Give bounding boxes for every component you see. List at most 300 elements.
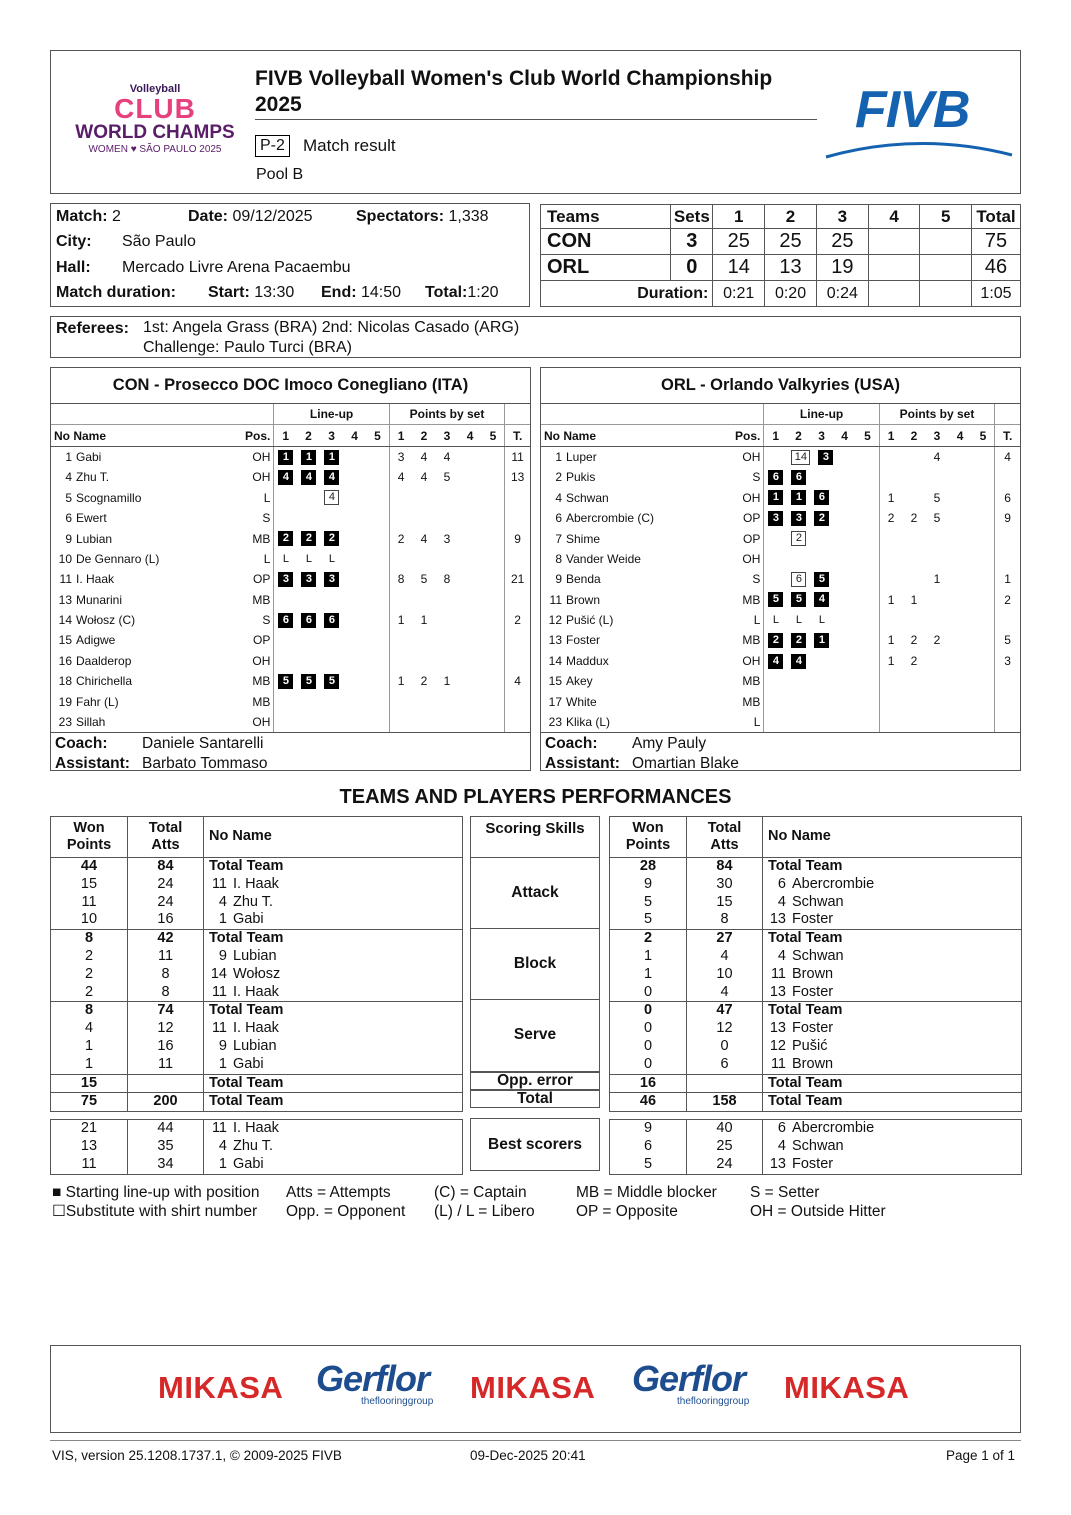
city: São Paulo (122, 233, 196, 250)
set-points: 5 (420, 572, 428, 587)
set-points (459, 671, 482, 691)
total-atts: 10 (687, 966, 763, 984)
player-position: MB (742, 694, 761, 709)
player-total: 4 (995, 446, 1020, 467)
set-points (389, 549, 412, 569)
start-time: 13:30 (254, 284, 295, 301)
player-total (505, 630, 530, 650)
set-points (482, 651, 505, 671)
player-number: 2 (555, 470, 562, 485)
match-date: 09/12/2025 (232, 208, 313, 225)
set-points (972, 528, 995, 548)
player-number: 6 (65, 511, 72, 526)
skill-label: Attack (470, 858, 600, 929)
set-points (459, 691, 482, 711)
set-points (459, 569, 482, 589)
no-name-header: No Name (204, 817, 463, 858)
set-points: 5 (443, 470, 451, 485)
set-points (925, 528, 948, 548)
set-points: 1 (389, 610, 412, 630)
total-atts: 35 (128, 1138, 204, 1156)
player-row (51, 467, 530, 487)
lineup-set-header: 2 (297, 425, 320, 446)
total-atts: 34 (128, 1156, 204, 1174)
scoring-skills-header: Scoring Skills (470, 816, 600, 858)
best-scorer-row (610, 1120, 1022, 1138)
perf-player-row (610, 911, 1022, 929)
set-points (949, 590, 972, 610)
perf-total-row (51, 1074, 463, 1093)
lineup-header: Line-up (274, 404, 389, 425)
set-points (949, 712, 972, 732)
set-points: 2 (910, 511, 918, 526)
set-points (435, 590, 458, 610)
starting-position-box: 4 (301, 470, 316, 485)
perf-player-row (610, 894, 1022, 912)
set-points (972, 671, 995, 691)
substitute-box: 4 (324, 490, 339, 505)
set-points (949, 569, 972, 589)
won-points: 11 (81, 1155, 97, 1172)
shirt-number: 6 (777, 1120, 786, 1137)
starting-position-box: 5 (278, 674, 293, 689)
points-set-header: 2 (412, 425, 435, 446)
won-points: 46 (610, 1093, 687, 1112)
player-name: Total Team (209, 1093, 284, 1110)
won-points: 9 (643, 875, 653, 892)
won-points: 1 (643, 947, 653, 964)
player-total (505, 590, 530, 610)
set-points (412, 549, 435, 569)
set-points (482, 446, 505, 467)
points-set-header: 4 (459, 425, 482, 446)
scoreboard (540, 204, 1021, 307)
best-scorers-left (50, 1119, 463, 1174)
player-name: Zhu T. (233, 1137, 274, 1154)
set-points (482, 691, 505, 711)
set-points (879, 467, 902, 487)
player-number: 16 (58, 653, 72, 668)
won-points: 0 (610, 984, 687, 1002)
starting-position-box: 5 (814, 572, 829, 587)
hall: Mercado Livre Arena Pacaembu (122, 259, 351, 276)
player-name: Brown (566, 592, 601, 607)
perf-player-row (610, 1020, 1022, 1038)
points-by-set-header: Points by set (389, 404, 504, 425)
lineup-set-header: 3 (810, 425, 833, 446)
footer-divider (50, 1440, 1021, 1441)
total-atts: 12 (128, 1020, 204, 1038)
mikasa-logo-2: MIKASA (470, 1370, 596, 1405)
total-atts: 40 (687, 1120, 763, 1138)
total-atts: 47 (687, 1002, 763, 1020)
perf-total-row (51, 930, 463, 948)
coach-name: Amy Pauly (632, 735, 707, 753)
no-name-header: No Name (541, 425, 732, 446)
set-points (972, 651, 995, 671)
roster-table (541, 404, 1020, 732)
player-position: OH (742, 490, 761, 505)
points-set-header: 5 (972, 425, 995, 446)
player-total (995, 467, 1020, 487)
perf-total-row (51, 858, 463, 876)
player-total (505, 712, 530, 732)
player-name: Foster (566, 633, 601, 648)
set-points: 2 (910, 653, 918, 668)
set-points (879, 712, 902, 732)
set-points: 4 (389, 467, 412, 487)
starting-position-box: 1 (814, 633, 829, 648)
won-points: 15 (80, 875, 98, 892)
shirt-number: 11 (211, 875, 227, 892)
player-name: Pušić (792, 1037, 828, 1054)
lineup-empty (768, 450, 783, 465)
set-points (972, 508, 995, 528)
set-points: 2 (420, 674, 428, 689)
set-points (972, 712, 995, 732)
player-name: Foster (792, 1155, 834, 1172)
player-row (51, 488, 530, 508)
set-points: 4 (443, 449, 451, 464)
perf-grid (609, 816, 1022, 1112)
referees-line2: Challenge: Paulo Turci (BRA) (143, 339, 352, 356)
lineup-header: Line-up (764, 404, 879, 425)
set-points (412, 712, 435, 732)
set-points (972, 446, 995, 467)
player-name: Total Team (768, 1074, 843, 1091)
set-points: 4 (420, 449, 428, 464)
team-title: CON - Prosecco DOC Imoco Conegliano (ITA) (51, 368, 530, 404)
legend-col5: S = Setter OH = Outside Hitter (750, 1184, 886, 1220)
set-points: 5 (933, 511, 941, 526)
logo-line1: Volleyball (129, 83, 181, 95)
set-points: 8 (443, 572, 451, 587)
perf-player-row (51, 1038, 463, 1056)
set-points (482, 610, 505, 630)
points-set-header: 5 (482, 425, 505, 446)
hall-row: Hall: Mercado Livre Arena Pacaembu (56, 255, 91, 280)
starting-position-box: 6 (324, 613, 339, 628)
player-total: 4 (505, 671, 530, 691)
pos-header: Pos. (242, 425, 274, 446)
lineup-empty (278, 490, 293, 505)
set-points (482, 549, 505, 569)
set-points (972, 590, 995, 610)
shirt-number: 12 (769, 1037, 786, 1054)
total-header: T. (995, 425, 1020, 446)
roster-header-1 (541, 404, 1020, 425)
player-name: Total Team (768, 930, 843, 947)
player-row (541, 712, 1020, 732)
set-points (902, 549, 925, 569)
player-position: OH (252, 470, 271, 485)
player-position: L (753, 715, 761, 730)
player-number: 13 (58, 592, 72, 607)
player-row (541, 467, 1020, 487)
won-points: 6 (643, 1137, 653, 1154)
player-name: Chirichella (76, 674, 133, 689)
perf-player-row (51, 876, 463, 894)
total-atts: 24 (687, 1156, 763, 1174)
starting-position-box: 3 (301, 572, 316, 587)
starting-position-box: 4 (278, 470, 293, 485)
player-row (541, 569, 1020, 589)
set-points (459, 610, 482, 630)
set-points (925, 691, 948, 711)
set-points (389, 488, 412, 508)
won-points: 0 (610, 1056, 687, 1074)
total-atts (128, 1074, 204, 1093)
score-row-orl: ORL 0 14 13 19 46 (541, 255, 1021, 281)
starting-position-box: 1 (791, 490, 806, 505)
player-position: MB (742, 633, 761, 648)
set-points (879, 691, 902, 711)
set-points (412, 691, 435, 711)
score-header-row: Teams Sets 1 2 3 4 5 Total (541, 205, 1021, 229)
set-points (435, 691, 458, 711)
starting-position-box: 5 (768, 592, 783, 607)
perf-player-row (610, 1038, 1022, 1056)
set-points (879, 569, 902, 589)
starting-position-box: 2 (278, 531, 293, 546)
won-points: 44 (80, 858, 98, 874)
set-points (459, 630, 482, 650)
total-atts: 158 (687, 1093, 763, 1112)
set-points (459, 651, 482, 671)
set-points: 2 (933, 633, 941, 648)
player-name: Schwan (566, 490, 609, 505)
assistant-name: Barbato Tommaso (142, 755, 268, 773)
perf-player-row (51, 1056, 463, 1074)
shirt-number: 11 (770, 1055, 786, 1072)
coach-block (51, 732, 530, 774)
perf-total-row (610, 1093, 1022, 1112)
player-position: L (753, 613, 761, 628)
total-atts-header: Total Atts (128, 817, 204, 858)
player-total: 13 (505, 467, 530, 487)
starting-position-box: 2 (791, 633, 806, 648)
set-points: 1 (879, 651, 902, 671)
set-points: 2 (879, 508, 902, 528)
skill-label: Opp. error (470, 1072, 600, 1090)
total-atts: 15 (687, 894, 763, 912)
player-number: 18 (58, 674, 72, 689)
set-points (879, 671, 902, 691)
set-points (949, 467, 972, 487)
footer-page: Page 1 of 1 (946, 1448, 1016, 1463)
starting-position-box: 1 (301, 450, 316, 465)
player-position: MB (742, 674, 761, 689)
set-points (435, 488, 458, 508)
player-row (51, 630, 530, 650)
player-total (505, 691, 530, 711)
perf-total-row (610, 930, 1022, 948)
points-by-set-header: Points by set (879, 404, 994, 425)
perf-player-row (51, 911, 463, 929)
footer-version: VIS, version 25.1208.1737.1, © 2009-2025 FIVB (52, 1448, 342, 1463)
won-points: 75 (51, 1093, 128, 1112)
set-points (389, 712, 412, 732)
player-name: Gabi (233, 911, 264, 928)
total-atts: 24 (128, 894, 204, 912)
player-name: Total Team (209, 858, 284, 874)
city-row: City: São Paulo (56, 229, 92, 254)
player-row (541, 691, 1020, 711)
coach-row: Coach: Amy Pauly (545, 735, 707, 753)
roster-header-1 (51, 404, 530, 425)
total-atts: 8 (128, 966, 204, 984)
set-points (482, 488, 505, 508)
starting-position-box: 4 (814, 592, 829, 607)
lineup-set-header: 1 (764, 425, 787, 446)
points-set-header: 2 (902, 425, 925, 446)
player-name: Daalderop (76, 653, 132, 668)
set-points (972, 488, 995, 508)
player-row (541, 610, 1020, 630)
shirt-number: 13 (769, 1020, 786, 1037)
set-points (389, 508, 412, 528)
shirt-number: 4 (777, 1137, 786, 1154)
total-atts: 0 (687, 1038, 763, 1056)
shirt-number: 1 (218, 1055, 227, 1072)
perf-table-right (609, 816, 1021, 1175)
libero-mark: L (328, 552, 335, 565)
player-position: L (263, 551, 271, 566)
player-row (51, 549, 530, 569)
player-position: S (752, 470, 761, 485)
set-points: 3 (443, 531, 451, 546)
set-points (949, 528, 972, 548)
player-name: Schwan (792, 1137, 844, 1154)
player-name: Abercrombie (C) (566, 511, 655, 526)
set-points (902, 712, 925, 732)
player-name: Wołosz (233, 965, 281, 982)
player-total (995, 610, 1020, 630)
starting-position-box: 4 (791, 654, 806, 669)
coach-row: Coach: Daniele Santarelli (55, 735, 264, 753)
player-name: Brown (792, 1055, 834, 1072)
player-number: 13 (548, 633, 562, 648)
set-points (925, 467, 948, 487)
player-name: Lubian (233, 947, 277, 964)
skill-label: Total (470, 1090, 600, 1108)
libero-mark: L (795, 613, 802, 626)
player-number: 1 (65, 449, 72, 464)
set-points: 1 (879, 630, 902, 650)
player-total: 9 (995, 508, 1020, 528)
set-points (482, 630, 505, 650)
player-name: Pušić (L) (566, 613, 614, 628)
won-points: 11 (81, 893, 97, 910)
set-points (389, 590, 412, 610)
won-points: 1 (643, 965, 653, 982)
player-name: Foster (792, 983, 834, 1000)
set-points: 1 (420, 613, 428, 628)
roster-0 (51, 368, 530, 774)
set-points (435, 610, 458, 630)
set-points (925, 712, 948, 732)
skill-label: Serve (470, 1000, 600, 1072)
player-position: L (263, 490, 271, 505)
shirt-number: 11 (211, 1020, 227, 1037)
set-points (482, 590, 505, 610)
no-name-header: No Name (51, 425, 242, 446)
match-number: 2 (112, 208, 121, 225)
player-name: Abercrombie (792, 1120, 875, 1137)
player-number: 9 (65, 531, 72, 546)
player-name: Gabi (233, 1155, 264, 1172)
won-points: 5 (643, 893, 653, 910)
player-position: OH (252, 449, 271, 464)
player-name: Gabi (233, 1055, 264, 1072)
player-row (51, 651, 530, 671)
gerflor-logo-2: Gerflor theflooringgroup (632, 1358, 750, 1407)
perf-total-row (610, 1074, 1022, 1093)
won-points: 2 (643, 930, 653, 947)
won-points-header: Won Points (610, 817, 687, 858)
player-name: De Gennaro (L) (76, 551, 160, 566)
player-name: I. Haak (233, 875, 279, 892)
player-name: Klika (L) (566, 715, 611, 730)
set-points (879, 446, 902, 467)
won-points: 2 (84, 965, 94, 982)
set-points (389, 651, 412, 671)
won-points: 2 (84, 947, 94, 964)
won-points: 28 (639, 858, 657, 874)
total-atts: 74 (128, 1002, 204, 1020)
total-atts: 84 (687, 858, 763, 876)
substitute-box: 2 (791, 531, 806, 546)
player-total: 3 (995, 651, 1020, 671)
set-points: 1 (443, 674, 451, 689)
player-number: 11 (549, 592, 562, 607)
set-points (902, 446, 925, 467)
libero-mark: L (282, 552, 289, 565)
set-points (459, 712, 482, 732)
set-points: 1 (879, 590, 902, 610)
set-points (412, 590, 435, 610)
player-name: Vander Weide (566, 551, 641, 566)
player-number: 4 (65, 470, 72, 485)
player-name: Munarini (76, 592, 123, 607)
set-points (972, 569, 995, 589)
set-points (435, 712, 458, 732)
shirt-number: 14 (210, 965, 227, 982)
lineup-empty (301, 490, 316, 505)
won-points: 8 (84, 1002, 94, 1019)
set-points (482, 671, 505, 691)
player-row (51, 508, 530, 528)
player-name: Ewert (76, 511, 107, 526)
roster-header-2 (51, 425, 530, 446)
player-number: 6 (555, 511, 562, 526)
perf-player-row (51, 966, 463, 984)
total-atts: 11 (128, 1056, 204, 1074)
set-points (949, 651, 972, 671)
player-position: OH (742, 653, 761, 668)
set-points: 4 (933, 449, 941, 464)
set-points (902, 488, 925, 508)
won-points: 2 (51, 984, 128, 1002)
player-row (541, 671, 1020, 691)
player-position: MB (252, 674, 271, 689)
starting-position-box: 1 (278, 450, 293, 465)
won-points: 21 (80, 1120, 98, 1137)
player-position: OH (252, 653, 271, 668)
player-name: Lubian (233, 1037, 277, 1054)
best-scorer-row (51, 1120, 463, 1138)
won-points: 4 (84, 1020, 94, 1037)
